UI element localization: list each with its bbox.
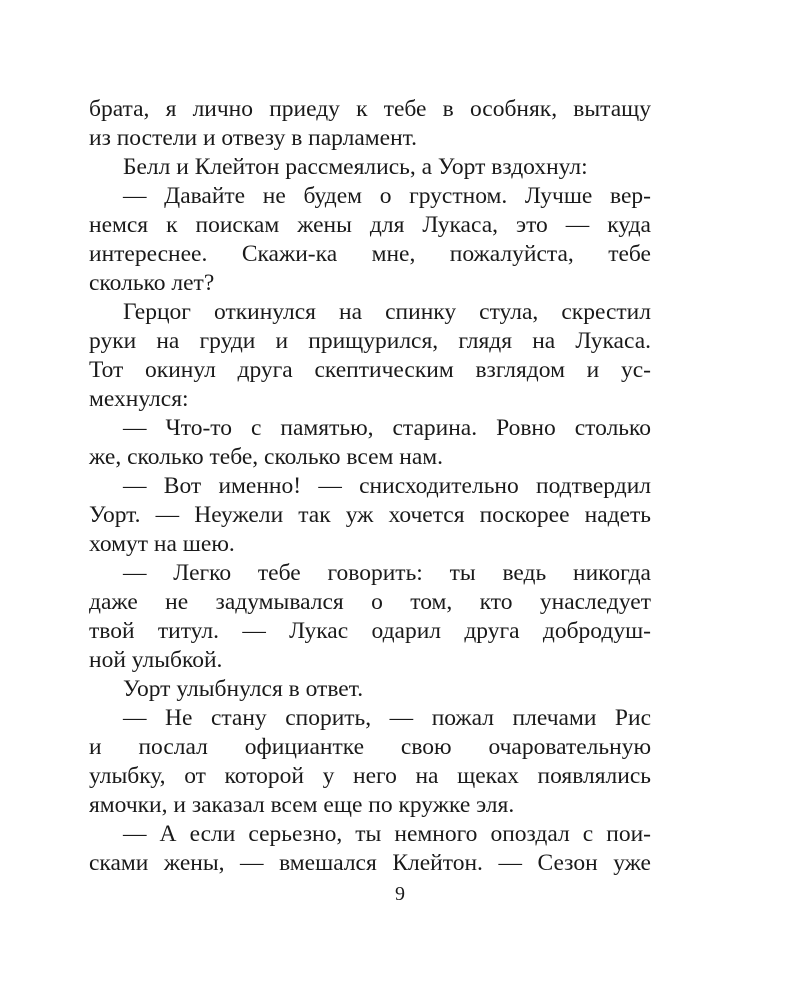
text-line: интереснее. Скажи-ка мне, пожалуйста, тебе: [89, 241, 651, 267]
text-line: хомут на шею.: [89, 531, 235, 557]
text-line: сколько лет?: [89, 270, 215, 296]
text-line: — А если серьезно, ты немного опоздал с пои-: [123, 821, 651, 847]
text-line: Уорт улыбнулся в ответ.: [123, 676, 364, 702]
text-line: сками жены, — вмешался Клейтон. — Сезон уже: [89, 850, 651, 876]
text-line: даже не задумывался о том, кто унаследует: [89, 589, 651, 615]
page-body-text: [89, 95, 651, 878]
text-line: руки на груди и прищурился, глядя на Лукаса.: [89, 328, 651, 354]
text-line: немся к поискам жены для Лукаса, это — куда: [89, 212, 651, 238]
text-line: Уорт. — Неужели так уж хочется поскорее надеть: [89, 502, 651, 528]
text-line: ямочки, и заказал всем еще по кружке эля.: [89, 792, 515, 818]
text-line: — Легко тебе говорить: ты ведь никогда: [123, 560, 651, 586]
text-line: и послал официантке свою очаровательную: [89, 734, 651, 760]
text-line: — Вот именно! — снисходительно подтвердил: [123, 473, 651, 499]
text-line: же, сколько тебе, сколько всем нам.: [89, 444, 444, 470]
page-number: 9: [395, 883, 405, 905]
text-line: Герцог откинулся на спинку стула, скрестил: [123, 299, 651, 325]
text-line: — Не стану спорить, — пожал плечами Рис: [123, 705, 651, 731]
text-line: Тот окинул друга скептическим взглядом и ус-: [89, 357, 651, 383]
text-line: улыбку, от которой у него на щеках появлялись: [89, 763, 651, 789]
text-line: мехнулся:: [89, 386, 189, 412]
text-line: из постели и отвезу в парламент.: [89, 125, 418, 151]
text-line: — Давайте не будем о грустном. Лучше вер-: [123, 183, 651, 209]
text-line: Белл и Клейтон рассмеялись, а Уорт вздохнул:: [123, 154, 588, 180]
text-line: ной улыбкой.: [89, 647, 223, 673]
text-line: брата, я лично приеду к тебе в особняк, вытащу: [89, 96, 651, 122]
text-line: твой титул. — Лукас одарил друга добродуш-: [89, 618, 651, 644]
text-line: — Что-то с памятью, старина. Ровно столько: [123, 415, 651, 441]
